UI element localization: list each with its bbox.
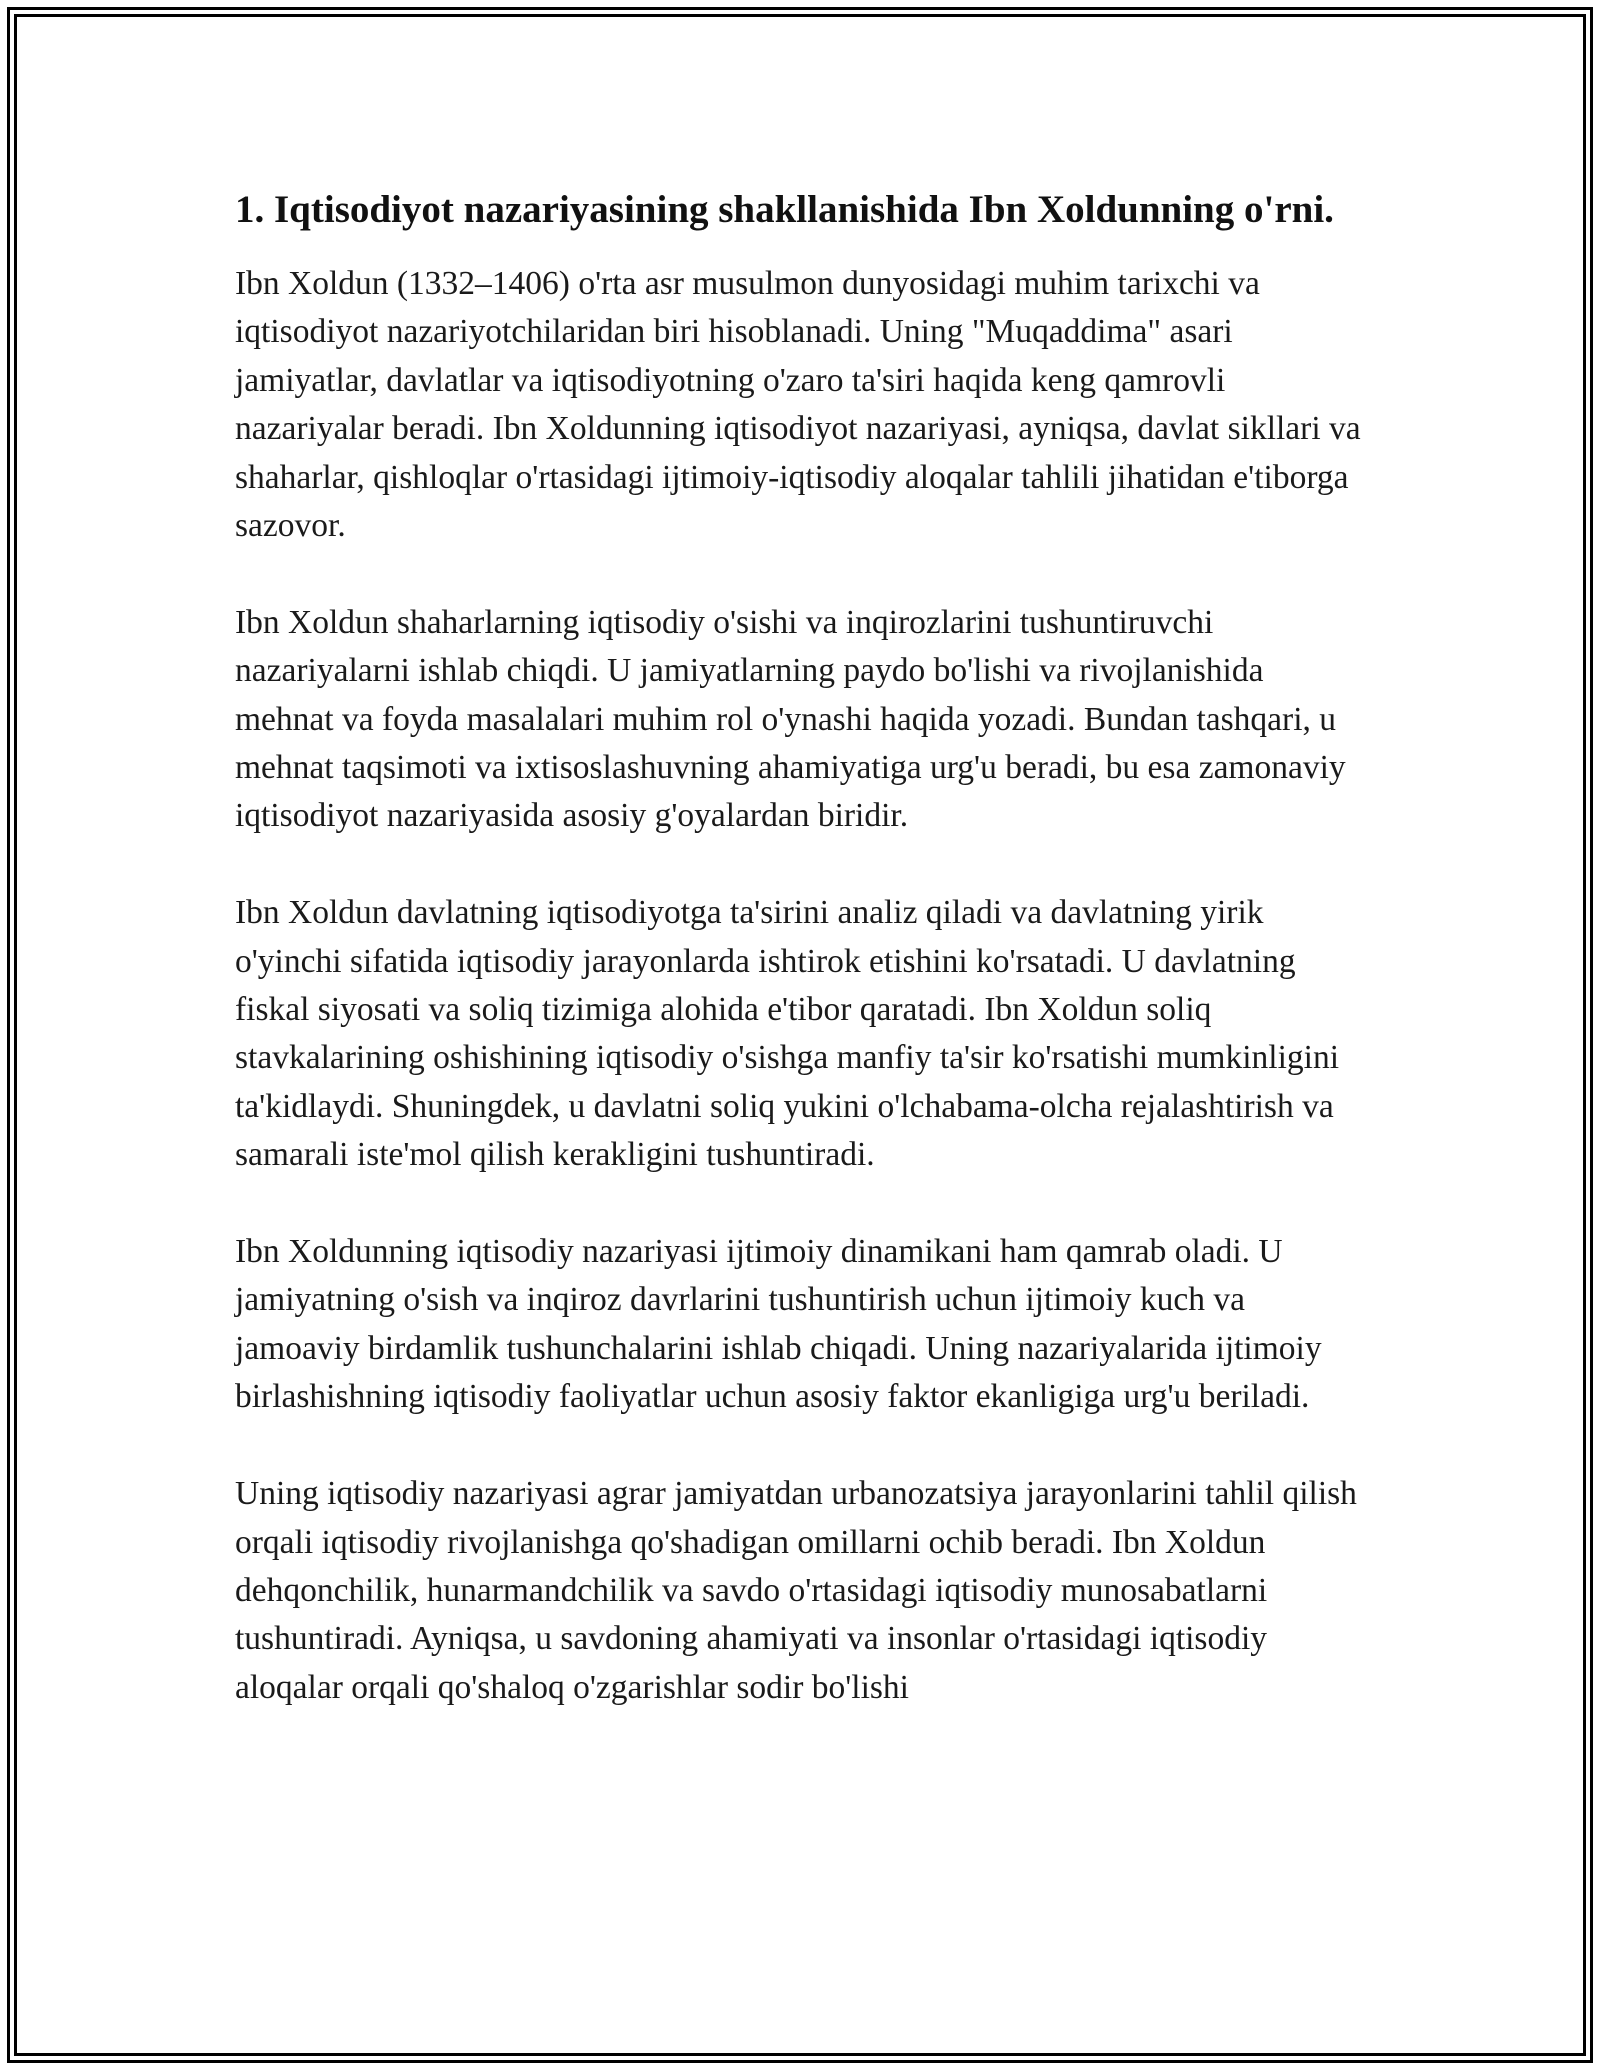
document-body: [235, 186, 1370, 1712]
section-heading: 1. Iqtisodiyot nazariyasining shakllanishida Ibn Xoldunning o'rni.: [235, 188, 1334, 231]
paragraph-3: Ibn Xoldun davlatning iqtisodiyotga ta'sirini analiz qiladi va davlatning yirik o'yinchi sifatida iqtisodiy jarayonlarda ishtirok etishini ko'rsatadi. U davlatning fiskal siyosati va soliq tizimiga alohida e'tibor qaratadi. Ibn Xoldun soliq stavkalarining oshishining iqtisodiy o'sishga manfiy ta'sir ko'rsatishi mumkinligini ta'kidlaydi. Shuningdek, u davlatni soliq yukini o'lchabama-olcha rejalashtirish va samarali iste'mol qilish kerakligini tushuntiradi.: [235, 894, 1340, 1174]
paragraph-4: Ibn Xoldunning iqtisodiy nazariyasi ijtimoiy dinamikani ham qamrab oladi. U jamiyatning o'sish va inqiroz davrlarini tushuntirish uchun ijtimoiy kuch va jamoaviy birdamlik tushunchalarini ishlab chiqadi. Uning nazariyalarida ijtimoiy birlashishning iqtisodiy faoliyatlar uchun asosiy faktor ekanligiga urg'u beriladi.: [235, 1233, 1322, 1416]
paragraph-2: Ibn Xoldun shaharlarning iqtisodiy o'sishi va inqirozlarini tushuntiruvchi nazariyalarni ishlab chiqdi. U jamiyatlarning paydo bo'lishi va rivojlanishida mehnat va foyda masalalari muhim rol o'ynashi haqida yozadi. Bundan tashqari, u mehnat taqsimoti va ixtisoslashuvning ahamiyatiga urg'u beradi, bu esa zamonaviy iqtisodiyot nazariyasida asosiy g'oyalardan biridir.: [235, 603, 1346, 835]
paragraph-5: Uning iqtisodiy nazariyasi agrar jamiyatdan urbanozatsiya jarayonlarini tahlil qilish orqali iqtisodiy rivojlanishga qo'shadigan omillarni ochib beradi. Ibn Xoldun dehqonchilik, hunarmandchilik va savdo o'rtasidagi iqtisodiy munosabatlarni tushuntiradi. Ayniqsa, u savdoning ahamiyati va insonlar o'rtasidagi iqtisodiy aloqalar orqali qo'shaloq o'zgarishlar sodir bo'lishi: [235, 1475, 1357, 1706]
paragraph-1: Ibn Xoldun (1332–1406) o'rta asr musulmon dunyosidagi muhim tarixchi va iqtisodiyot nazariyotchilaridan biri hisoblanadi. Uning "Muqaddima" asari jamiyatlar, davlatlar va iqtisodiyotning o'zaro ta'siri haqida keng qamrovli nazariyalar beradi. Ibn Xoldunning iqtisodiyot nazariyasi, ayniqsa, davlat sikllari va shaharlar, qishloqlar o'rtasidagi ijtimoiy-iqtisodiy aloqalar tahlili jihatidan e'tiborga sazovor.: [235, 265, 1361, 545]
